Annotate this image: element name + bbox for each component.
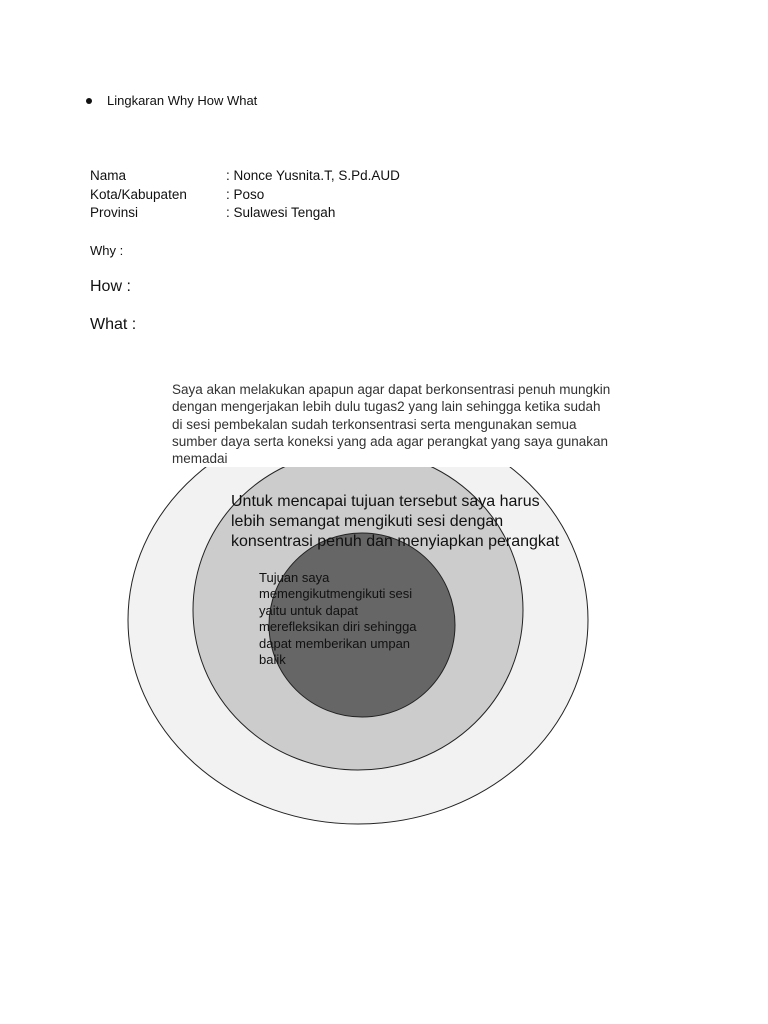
- why-text-box: Saya akan melakukan apapun agar dapat berkonsentrasi penuh mungkin dengan mengerjakan lebih dulu tugas2 yang lain sehingga ketika sudah di sesi pembekalan sudah terkonsentrasi serta mengunakan semua sumber daya serta koneksi yang ada agar perangkat yang saya gunakan memadai: [172, 382, 611, 467]
- info-value: : Nonce Yusnita.T, S.Pd.AUD: [226, 168, 400, 183]
- how-text-box: Untuk mencapai tujuan tersebut saya harus lebih semangat mengikuti sesi dengan konsentrasi penuh dan menyiapkan perangkat: [231, 493, 560, 550]
- what-text-box: Tujuan saya memengikutmengikuti sesi yaitu untuk dapat merefleksikan diri sehingga dapat memberikan umpan balik: [259, 570, 417, 668]
- info-label: Provinsi: [90, 205, 139, 220]
- why-label: Why :: [90, 243, 124, 258]
- info-label: Kota/Kabupaten: [90, 187, 187, 202]
- what-label: What :: [90, 316, 137, 333]
- info-label: Nama: [90, 168, 127, 183]
- info-value: : Sulawesi Tengah: [226, 205, 336, 220]
- info-value: : Poso: [226, 187, 265, 202]
- how-label: How :: [90, 278, 131, 295]
- heading-text: Lingkaran Why How What: [107, 93, 258, 108]
